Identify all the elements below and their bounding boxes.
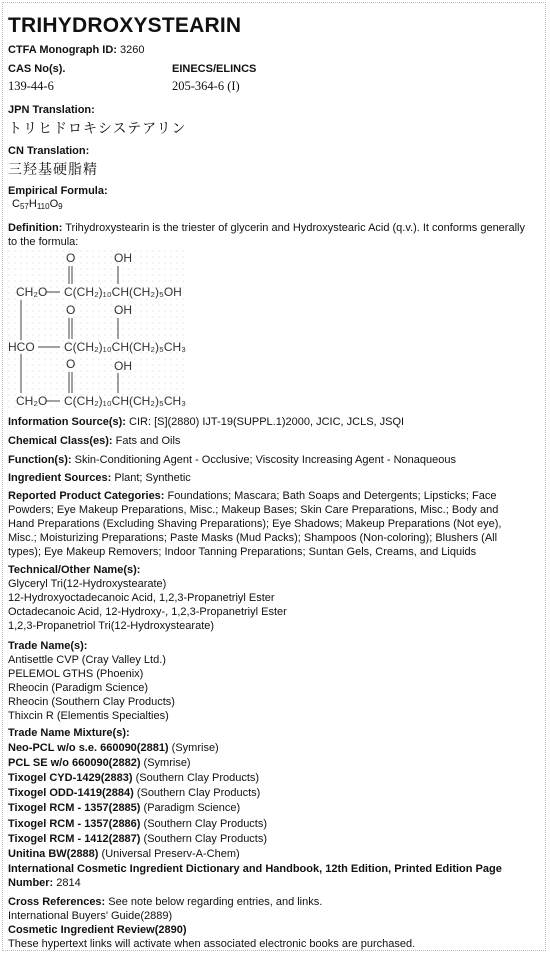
chemical-class: [8, 434, 536, 448]
list-item[interactable]: PCL SE w/o 660090(2882) (Symrise): [8, 757, 191, 769]
jpn-label: JPN Translation:: [8, 104, 95, 116]
list-item: Rheocin (Paradigm Science): [8, 682, 149, 694]
dot-grid: [8, 250, 188, 412]
list-item[interactable]: Unitina BW(2888) (Universal Preserv-A-Chem): [8, 848, 240, 860]
list-item: 1,2,3-Propanetriol Tri(12-Hydroxystearate): [8, 620, 215, 632]
trade-names: [8, 639, 536, 723]
cn-label: CN Translation:: [8, 145, 90, 157]
reported-categories: Reported Product Categories: Foundations; Mascara; Bath Soaps and Detergents; Lipsticks; Face Powders; Eye Makeup Preparations, Misc.; Makeup Bases; Skin Care Preparations, Misc.; Body and Hand Preparations (Excluding Shaving Preparations); Eye Shadows; Makeup Preparations (Not eye), Misc.; Moisturizing Preparations; Paste Masks (Mud Packs); Shampoos (Non-coloring); Blushers (All types); Eye Makeup Removers; Indoor Tanning Preparations; Suntan Gels, Creams, and Liquids: [8, 490, 502, 558]
row3-left: CH₂O: [16, 394, 48, 408]
chemical-class-value: Fats and Oils: [115, 435, 181, 447]
trade-mixture-link[interactable]: Tixogel RCM - 1357(2886): [8, 818, 141, 830]
empirical-label: Empirical Formula:: [8, 185, 108, 197]
carbonyl-o-3: O: [66, 357, 76, 371]
ingredient-sources: [8, 471, 536, 485]
cross-references: Cross References: See note below regarding entries, and links.: [8, 896, 323, 908]
empirical-formula: $C_{57}H_{110}O_9$: [12, 198, 63, 211]
list-item[interactable]: Tixogel CYD-1429(2883) (Southern Clay Products): [8, 772, 260, 784]
list-item[interactable]: Tixogel ODD-1419(2884) (Southern Clay Products): [8, 787, 261, 799]
row3-right: C(CH₂)₁₀CH(CH₂)₅CH₃: [64, 394, 187, 408]
hydroxyl-3: OH: [114, 359, 132, 373]
monograph-value: 3260: [120, 44, 145, 56]
monograph-label: CTFA Monograph ID:: [8, 44, 117, 56]
functions-value: Skin-Conditioning Agent - Occlusive; Viscosity Increasing Agent - Nonaqueous: [74, 454, 456, 466]
list-item: PELEMOL GTHS (Phoenix): [8, 668, 144, 680]
row2-right: C(CH₂)₁₀CH(CH₂)₅CH₃: [64, 340, 187, 354]
trade-names-label: Trade Name(s):: [8, 640, 88, 652]
trade-mixture-link[interactable]: Unitina BW(2888): [8, 848, 99, 860]
einecs-value: 205-364-6 (I): [172, 79, 240, 93]
row1-left: CH₂O: [16, 285, 48, 299]
technical-label: Technical/Other Name(s):: [8, 564, 141, 576]
carbonyl-o-2: O: [66, 303, 76, 317]
list-item[interactable]: Tixogel RCM - 1357(2886) (Southern Clay Products): [8, 818, 268, 830]
trade-mixtures-label: Trade Name Mixture(s):: [8, 727, 130, 739]
list-item[interactable]: Tixogel RCM - 1412(2887) (Southern Clay Products): [8, 833, 268, 845]
definition-label: Definition:: [8, 222, 63, 234]
monograph-line: [8, 43, 536, 57]
list-item: Antisettle CVP (Cray Valley Ltd.): [8, 654, 166, 666]
list-item[interactable]: Tixogel RCM - 1357(2885) (Paradigm Science): [8, 802, 241, 814]
list-item[interactable]: Neo-PCL w/o s.e. 660090(2881) (Symrise): [8, 742, 219, 754]
trade-mixture-link[interactable]: Tixogel CYD-1429(2883): [8, 772, 133, 784]
functions: [8, 453, 536, 467]
trade-mixture-link[interactable]: PCL SE w/o 660090(2882): [8, 757, 141, 769]
ingredient-sources-label: Ingredient Sources:: [8, 472, 112, 484]
list-item: Glyceryl Tri(12-Hydroxystearate): [8, 578, 167, 590]
carbonyl-o-1: O: [66, 251, 76, 265]
jpn-value: トリヒドロキシステアリン: [8, 121, 187, 137]
chemical-class-label: Chemical Class(es):: [8, 435, 113, 447]
list-item: 12-Hydroxyoctadecanoic Acid, 1,2,3-Propanetriyl Ester: [8, 592, 275, 604]
cas-value: 139-44-6: [8, 79, 54, 93]
icid-reference: International Cosmetic Ingredient Dictionary and Handbook, 12th Edition, Printed Edition Page Number: 2814: [8, 863, 502, 889]
definition-text: Trihydroxystearin is the triester of glycerin and Hydroxystearic Acid (q.v.). It conforms generally to the formula:: [8, 222, 525, 248]
page-title: TRIHYDROXYSTEARIN: [8, 14, 242, 37]
info-sources: [8, 415, 536, 429]
reported-label: Reported Product Categories:: [8, 490, 165, 502]
trade-mixture-link[interactable]: Tixogel RCM - 1412(2887): [8, 833, 141, 845]
list-item: Rheocin (Southern Clay Products): [8, 696, 175, 708]
info-sources-label: Information Source(s):: [8, 416, 126, 428]
hydroxyl-1: OH: [114, 251, 132, 265]
einecs-label: EINECS/ELINCS: [172, 63, 257, 75]
ingredient-sources-value: Plant; Synthetic: [114, 472, 191, 484]
info-sources-value: CIR: [S](2880) IJT-19(SUPPL.1)2000, JCIC, JCLS, JSQI: [129, 416, 405, 428]
cn-value: 三羟基硬脂精: [8, 162, 98, 178]
row1-right: C(CH₂)₁₀CH(CH₂)₅OH: [64, 285, 182, 299]
hydroxyl-2: OH: [114, 303, 132, 317]
cir-review-link[interactable]: Cosmetic Ingredient Review(2890): [8, 924, 187, 936]
definition: [8, 221, 536, 249]
trade-mixtures: [8, 726, 536, 861]
footer-note: These hypertext links will activate when associated electronic books are purchased.: [8, 938, 416, 950]
trade-mixture-link[interactable]: Tixogel ODD-1419(2884): [8, 787, 134, 799]
list-item: Octadecanoic Acid, 12-Hydroxy-, 1,2,3-Propanetriyl Ester: [8, 606, 287, 618]
functions-label: Function(s):: [8, 454, 72, 466]
row2-left: HCO: [8, 340, 35, 354]
list-item: Thixcin R (Elementis Specialties): [8, 710, 169, 722]
structural-formula: [8, 250, 188, 412]
trade-mixture-link[interactable]: Tixogel RCM - 1357(2885): [8, 802, 141, 814]
cross-references-label: Cross References:: [8, 896, 106, 908]
trade-mixture-link[interactable]: Neo-PCL w/o s.e. 660090(2881): [8, 742, 169, 754]
cas-label: CAS No(s).: [8, 63, 66, 75]
icid-page-number: 2814: [56, 877, 81, 889]
buyers-guide-link[interactable]: International Buyers' Guide(2889): [8, 910, 173, 922]
technical-names: [8, 563, 536, 633]
